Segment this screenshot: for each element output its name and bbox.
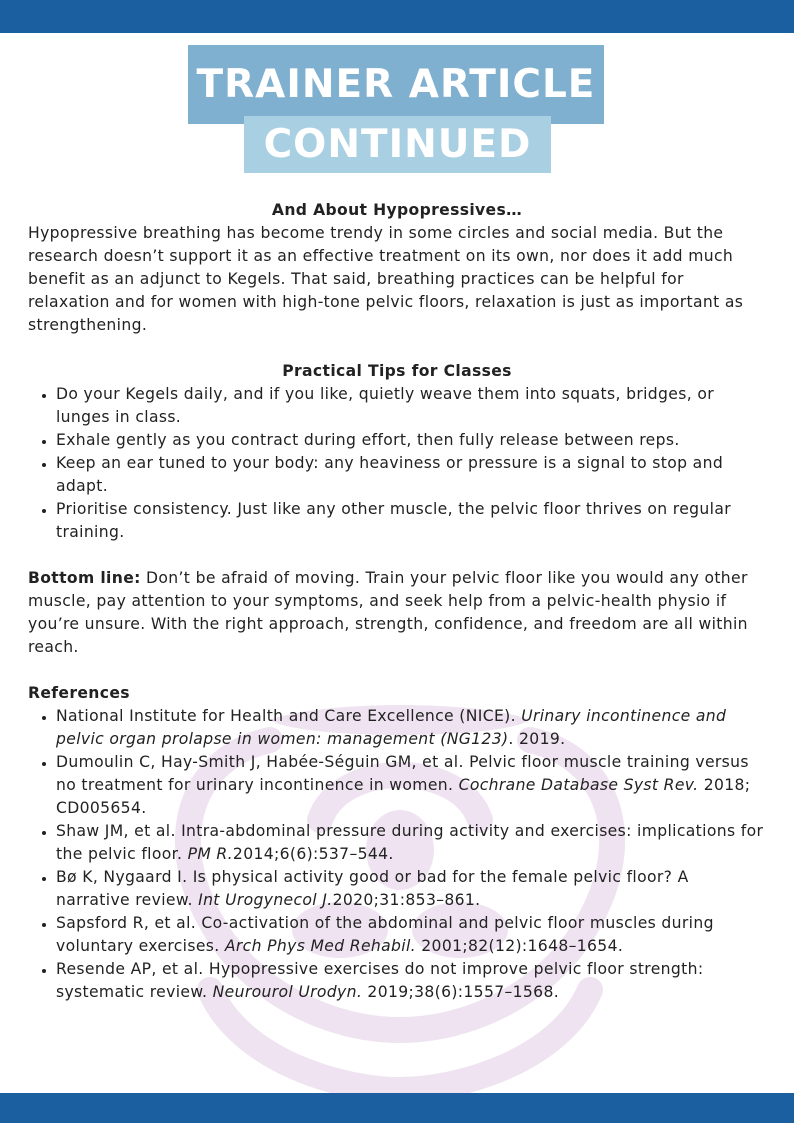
title-banner [188,45,604,124]
reference-item [56,820,766,866]
reference-text: Resende AP, et al. Hypopressive exercises do not improve pelvic floor strength: systematic review. [56,960,704,1001]
section-heading-hypopressives: And About Hypopressives… [271,201,523,219]
page-subtitle: CONTINUED [263,122,532,167]
hypopressives-paragraph: Hypopressive breathing has become trendy in some circles and social media. But the research doesn’t support it as an effective treatment on its own, nor does it add much benefit as an adjunct to Kegels. That said, breathing practices can be helpful for relaxation and for women with high-tone pelvic floors, relaxation is just as important as strengthening. [28,224,744,334]
reference-item [56,751,766,820]
bottom-line-text: Don’t be afraid of moving. Train your pelvic floor like you would any other muscle, pay attention to your symptoms, and seek help from a pelvic-health physio if you’re unsure. With the right approach, strength, confidence, and freedom are all within reach. [28,569,748,656]
article-body [28,199,766,1004]
page-title: TRAINER ARTICLE [196,62,596,107]
reference-journal: Arch Phys Med Rehabil. [224,937,416,955]
references-list [28,705,766,1004]
bottom-line-label: Bottom line: [28,569,141,587]
reference-citation: 2018; CD005654. [56,776,751,817]
list-item: • Keep an ear tuned to your body: any heaviness or pressure is a signal to stop and adapt. [56,452,766,498]
reference-journal: PM R. [187,845,233,863]
reference-text: Bø K, Nygaard I. Is physical activity good or bad for the female pelvic floor? A narrative review. [56,868,689,909]
tips-list [28,383,766,544]
reference-text: Dumoulin C, Hay-Smith J, Habée-Séguin GM, et al. Pelvic floor muscle training versus no treatment for urinary incontinence in women. [56,753,749,794]
reference-citation: 2014;6(6):537–544. [232,845,394,863]
reference-journal: Urinary incontinence and pelvic organ prolapse in women: management (NG123) [56,707,727,748]
reference-citation: 2020;31:853–861. [332,891,481,909]
reference-item [56,958,766,1004]
reference-journal: Int Urogynecol J. [198,891,333,909]
reference-item [56,866,766,912]
reference-citation: 2001;82(12):1648–1654. [415,937,624,955]
references-heading: References [28,684,130,702]
list-item: • Prioritise consistency. Just like any other muscle, the pelvic floor thrives on regular training. [56,498,766,544]
reference-journal: Cochrane Database Syst Rev. [458,776,699,794]
bottom-banner-bar [0,1093,794,1123]
top-banner-bar [0,0,794,33]
reference-journal: Neurourol Urodyn. [212,983,363,1001]
reference-citation: . 2019. [508,730,566,748]
list-item: • Do your Kegels daily, and if you like, quietly weave them into squats, bridges, or lunges in class. [56,383,766,429]
reference-text: National Institute for Health and Care Excellence (NICE). [56,707,522,725]
reference-item [56,705,766,751]
reference-text: Sapsford R, et al. Co-activation of the abdominal and pelvic floor muscles during voluntary exercises. [56,914,714,955]
section-heading-tips: Practical Tips for Classes [282,362,512,380]
reference-text: Shaw JM, et al. Intra-abdominal pressure during activity and exercises: implications for the pelvic floor. [56,822,764,863]
reference-citation: 2019;38(6):1557–1568. [362,983,560,1001]
list-item: • Exhale gently as you contract during effort, then fully release between reps. [56,429,766,452]
bottom-line-paragraph [28,567,766,659]
reference-item [56,912,766,958]
subtitle-banner [244,116,551,173]
